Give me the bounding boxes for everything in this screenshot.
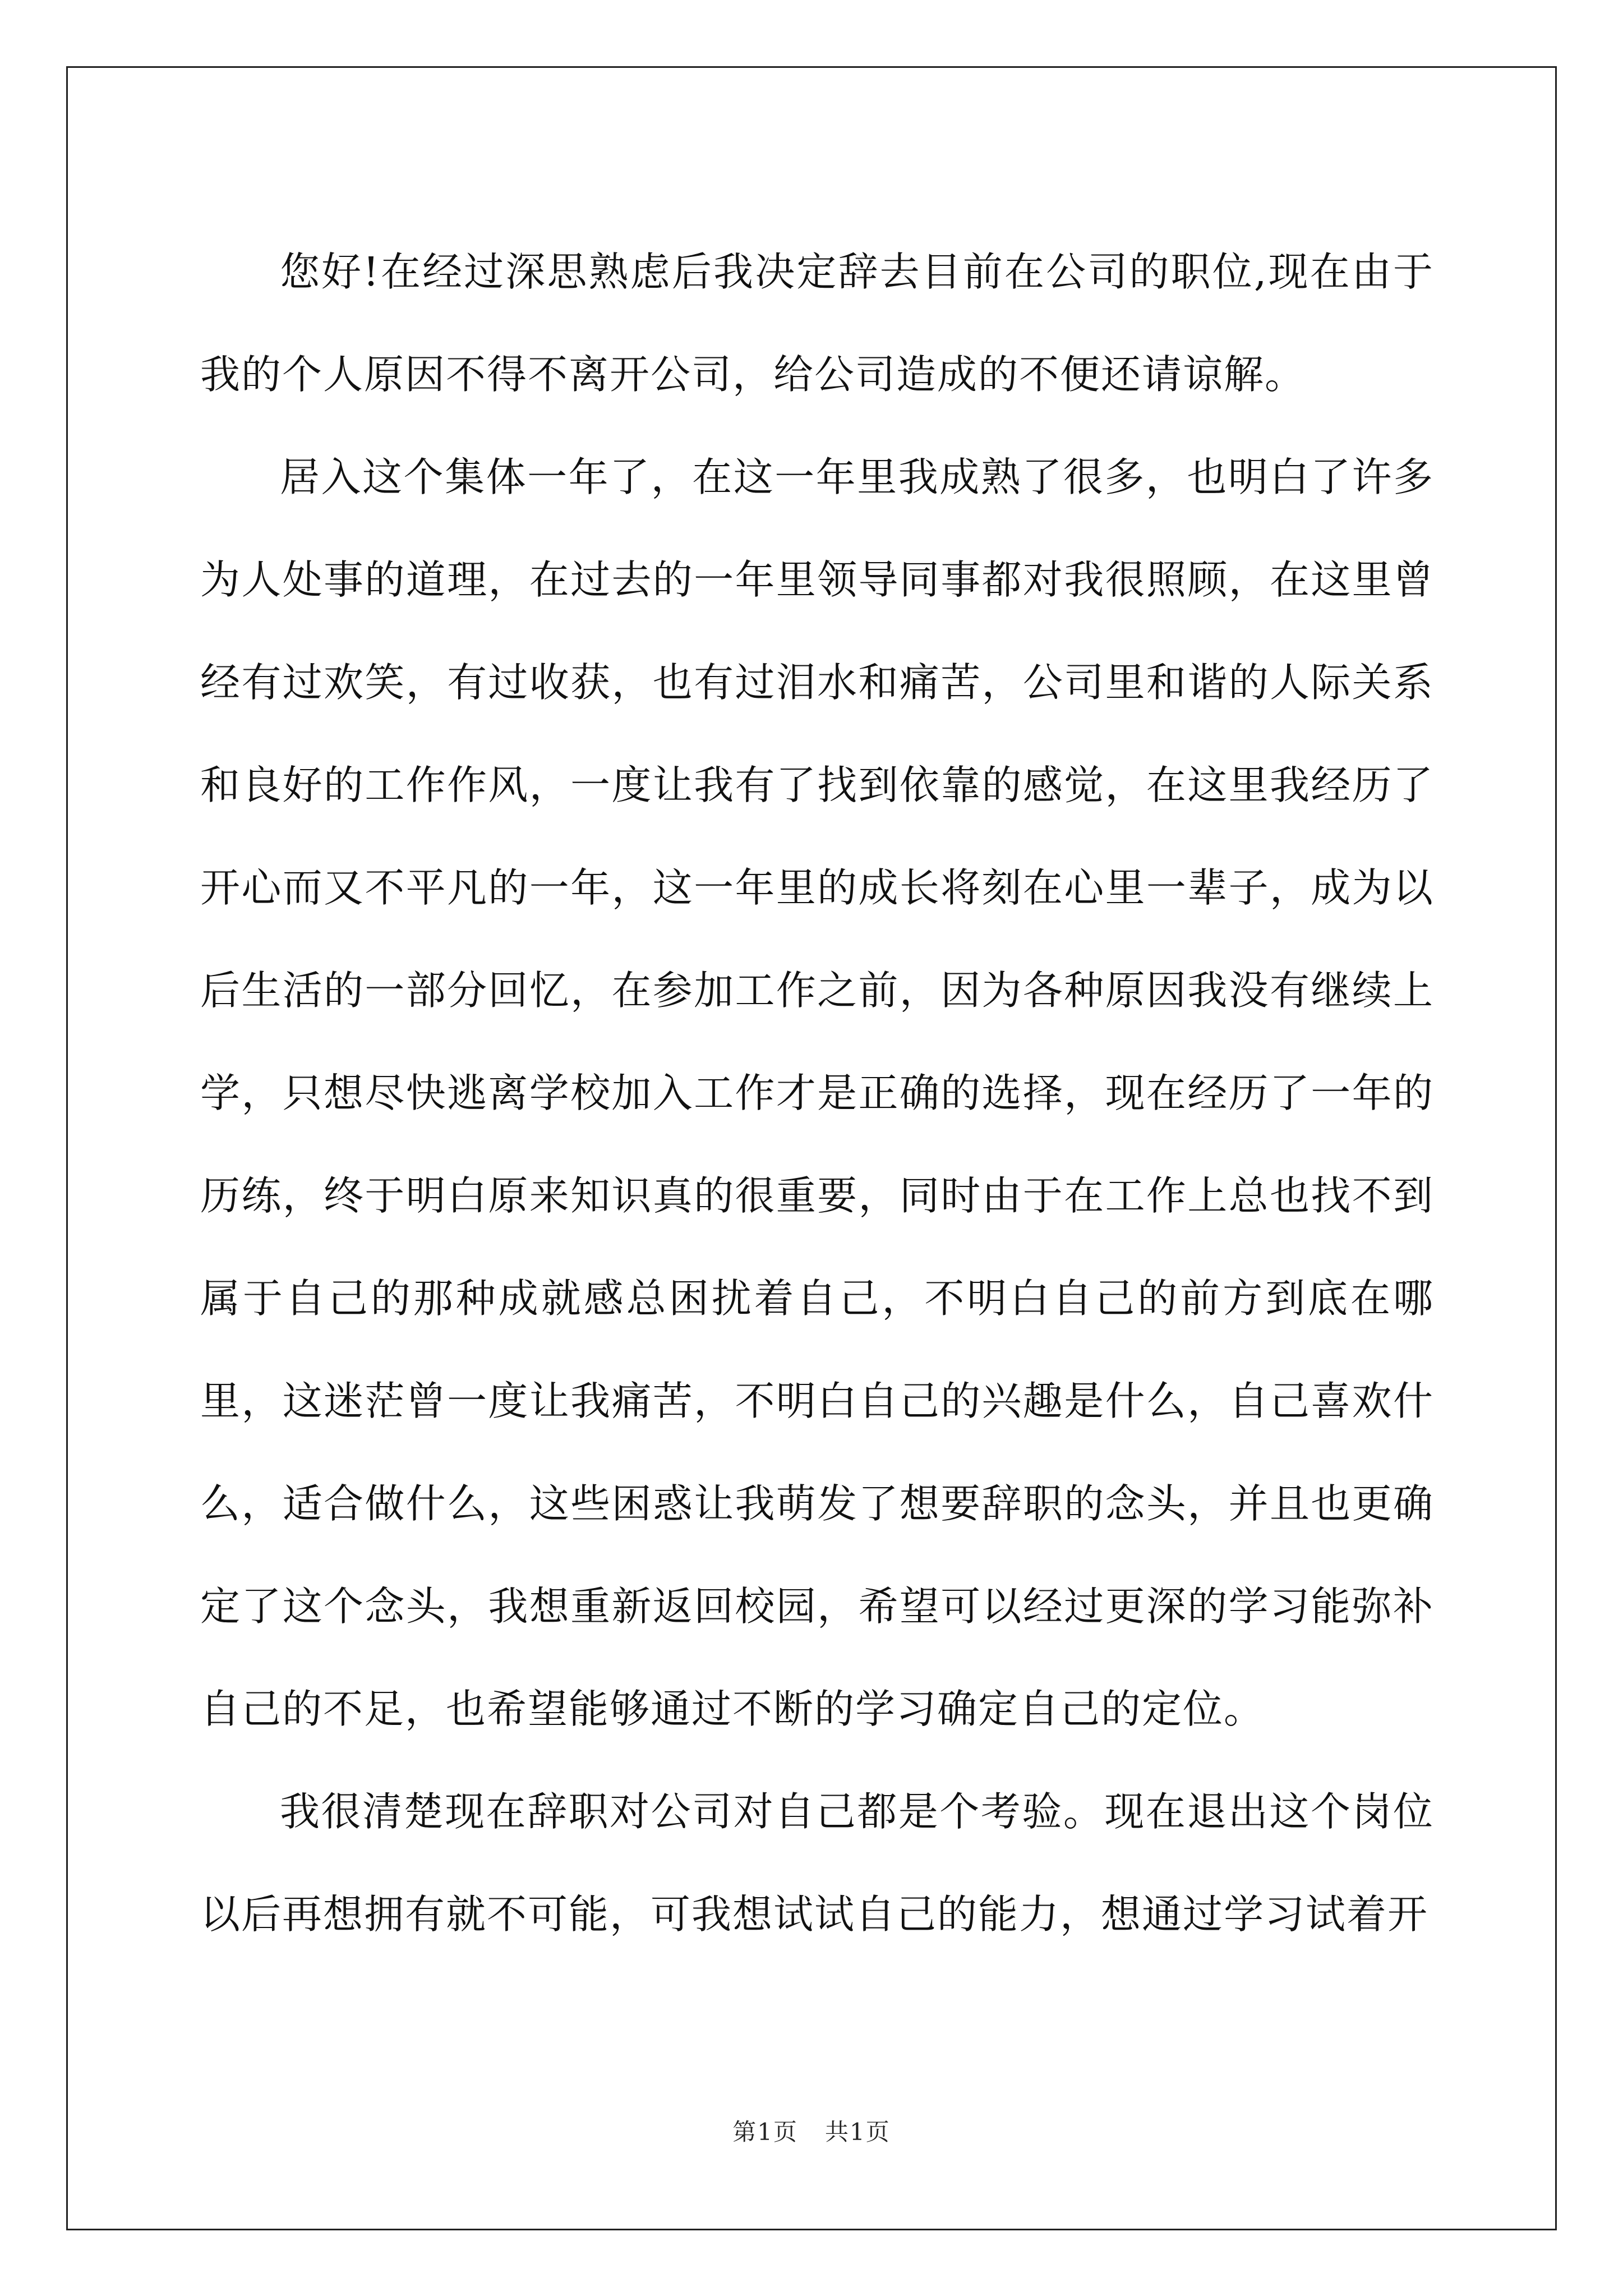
paragraph: 您好!在经过深思熟虑后我决定辞去目前在公司的职位,现在由于我的个人原因不得不离开公司，给公司造成的不便还请谅解。 bbox=[200, 249, 1434, 398]
page-number-current: 第1页 bbox=[732, 2118, 798, 2146]
page-footer bbox=[0, 2115, 1623, 2149]
paragraph: 我很清楚现在辞职对公司对自己都是个考验。现在退出这个岗位以后再想拥有就不可能，可我想试试自己的能力，想通过学习试着开 bbox=[200, 1788, 1434, 1938]
paragraph: 居入这个集体一年了，在这一年里我成熟了很多，也明白了许多为人处事的道理，在过去的一年里领导同事都对我很照顾，在这里曾经有过欢笑，有过收获，也有过泪水和痛苦，公司里和谐的人际关系和良好的工作作风，一度让我有了找到依靠的感觉，在这里我经历了开心而又不平凡的一年，这一年里的成长将刻在心里一辈子，成为以后生活的一部分回忆，在参加工作之前，因为各种原因我没有继续上学，只想尽快逃离学校加入工作才是正确的选择，现在经历了一年的历练，终于明白原来知识真的很重要，同时由于在工作上总也找不到属于自己的那种成就感总困扰着自己，不明白自己的前方到底在哪里，这迷茫曾一度让我痛苦，不明白自己的兴趣是什么，自己喜欢什么，适合做什么，这些困惑让我萌发了想要辞职的念头，并且也更确定了这个念头，我想重新返回校园，希望可以经过更深的学习能弥补自己的不足，也希望能够通过不断的学习确定自己的定位。 bbox=[200, 454, 1434, 1732]
document-body bbox=[200, 220, 1434, 1966]
page-number-total: 共1页 bbox=[825, 2118, 891, 2146]
